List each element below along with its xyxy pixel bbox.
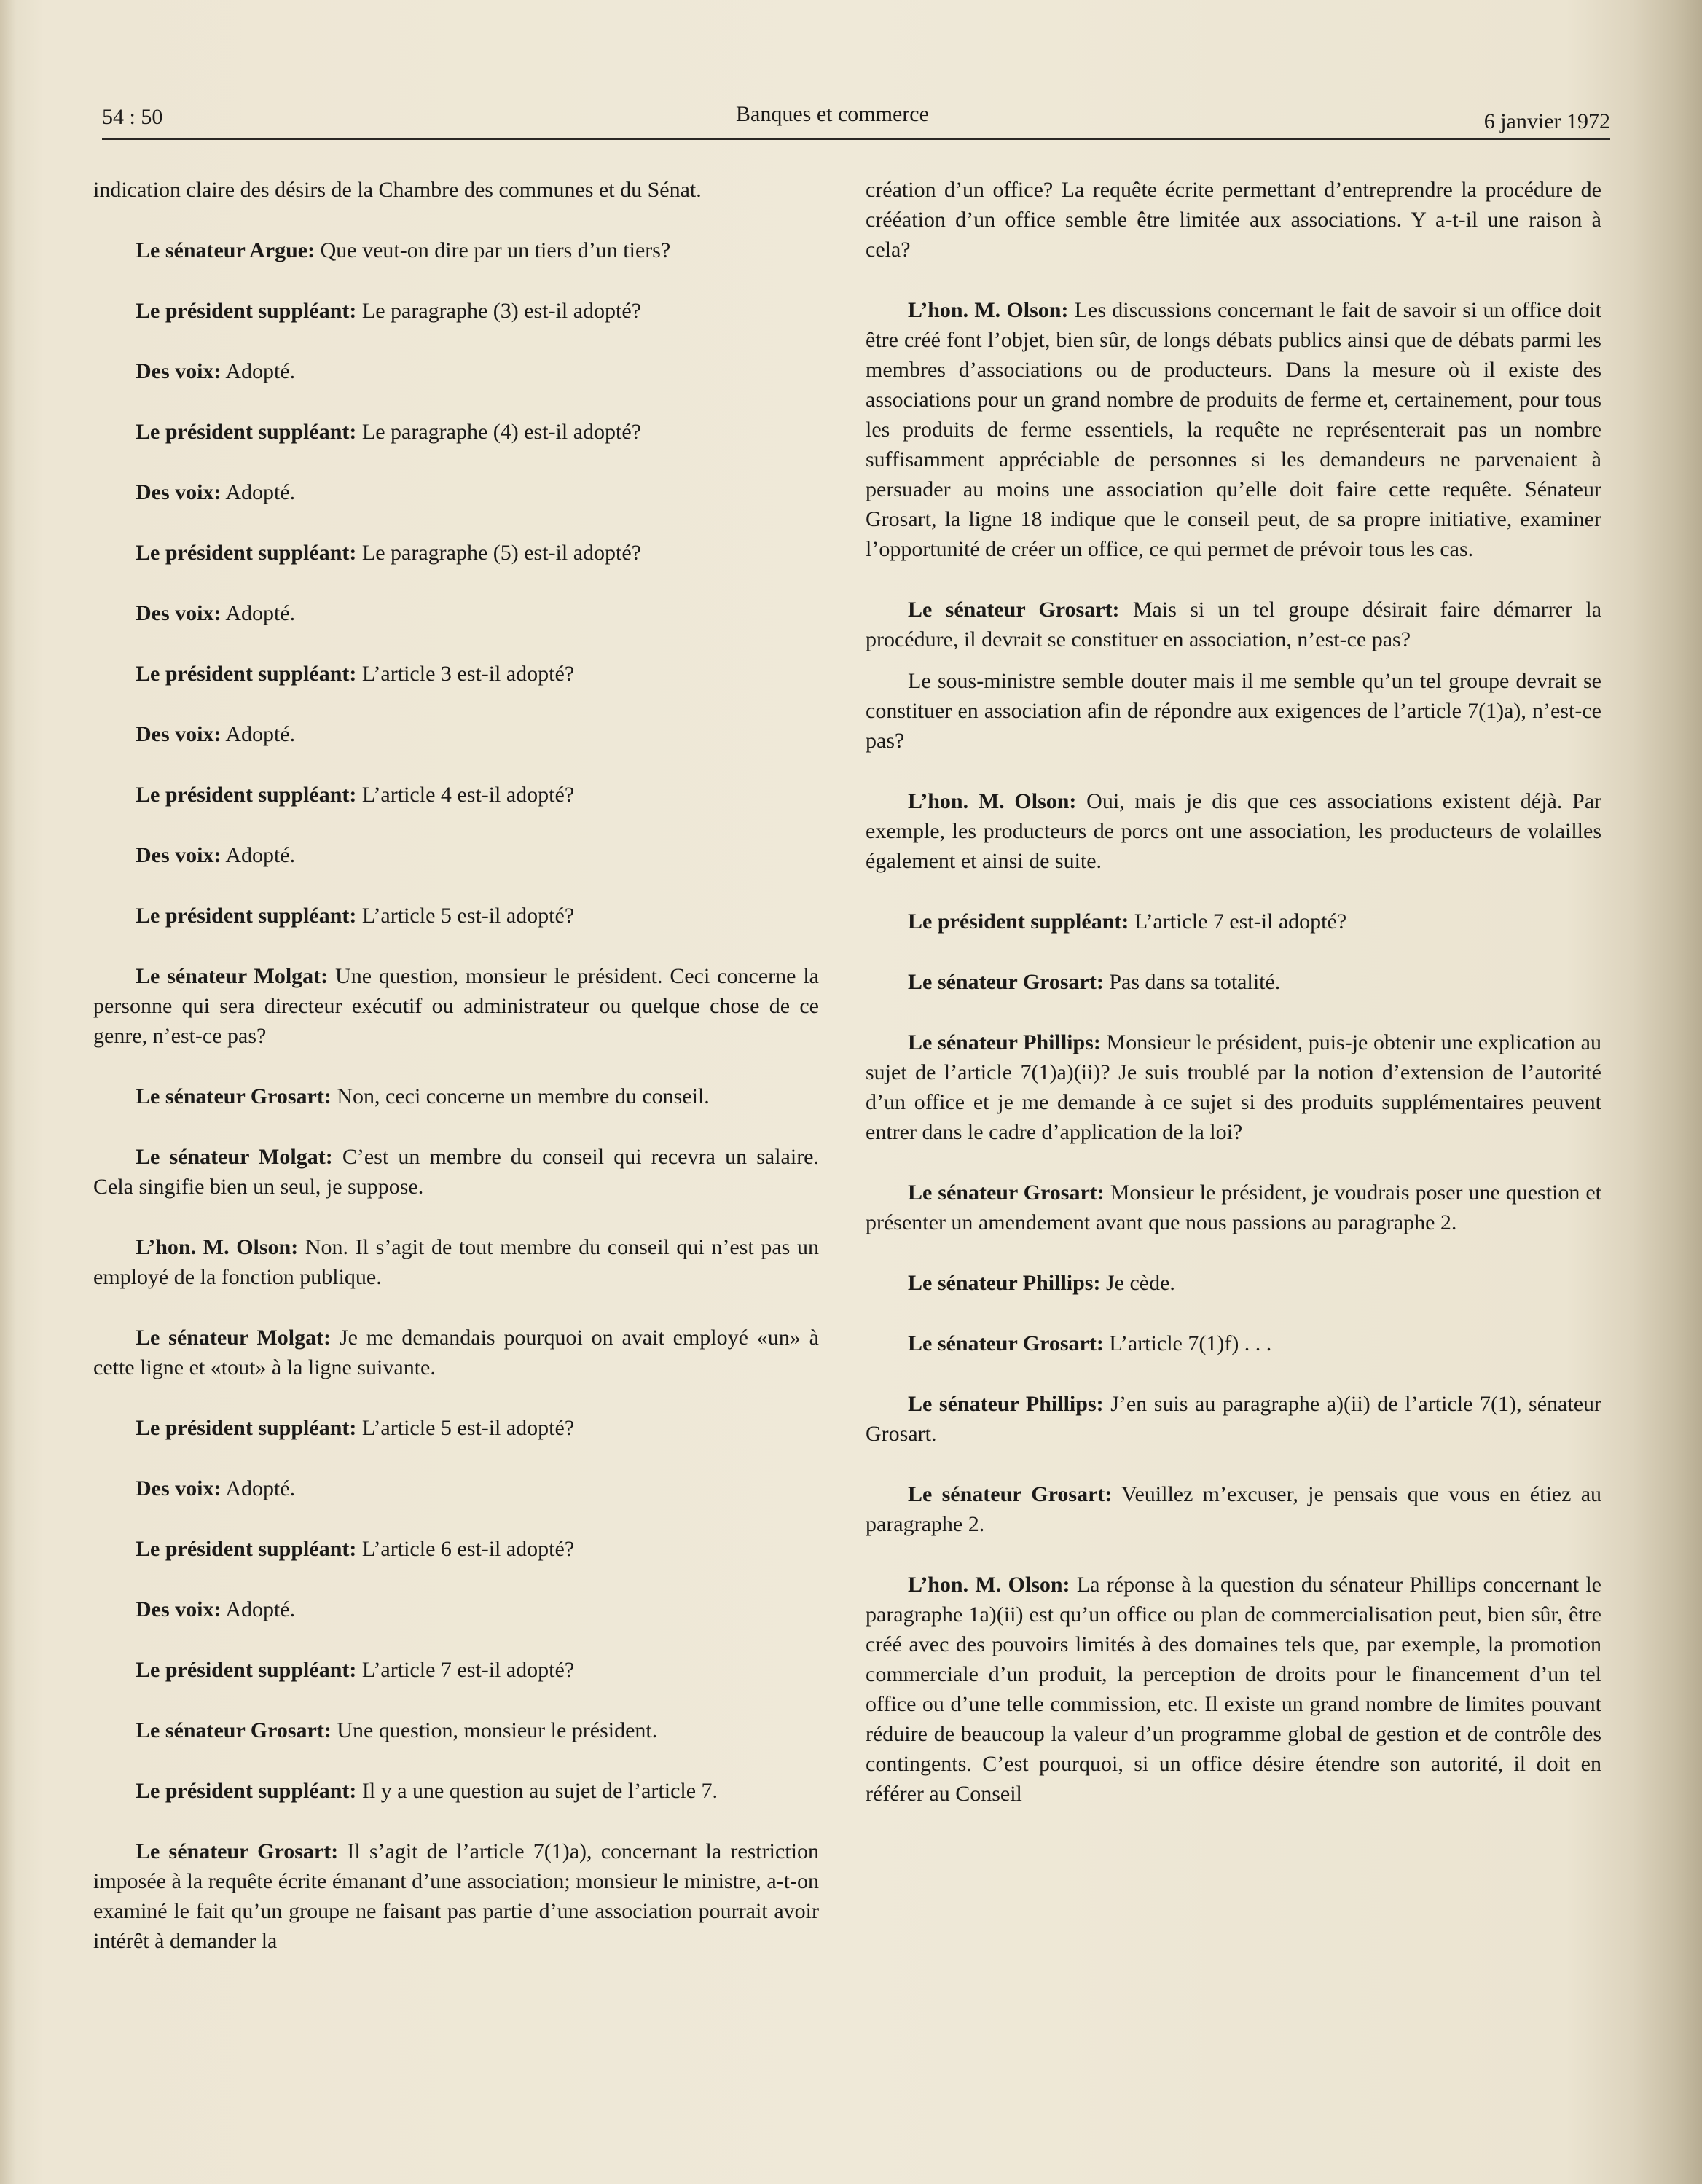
- speaker: Le sénateur Grosart:: [136, 1084, 332, 1108]
- speaker: Le sénateur Phillips:: [908, 1392, 1104, 1416]
- speech: L’article 7 est-il adopté?: [1129, 909, 1347, 934]
- speaker: Le président suppléant:: [136, 1658, 357, 1682]
- paragraph: [866, 666, 1601, 756]
- speaker: L’hon. M. Olson:: [908, 1573, 1070, 1597]
- speech: Adopté.: [221, 359, 296, 383]
- paragraph: [93, 1323, 819, 1382]
- speech: Le paragraphe (3) est-il adopté?: [356, 299, 642, 323]
- speaker: Des voix:: [136, 843, 221, 867]
- paragraph: [866, 907, 1601, 936]
- speech: Il y a une question au sujet de l’article 7.: [356, 1779, 718, 1803]
- page-number: 54 : 50: [102, 105, 163, 129]
- speech: Que veut-on dire par un tiers d’un tiers?: [315, 238, 671, 262]
- speaker: Le sénateur Molgat:: [136, 1145, 333, 1169]
- speaker: Le sénateur Grosart:: [908, 1331, 1104, 1355]
- paragraph: [93, 235, 819, 265]
- speech: L’article 7 est-il adopté?: [356, 1658, 575, 1682]
- speaker: Le président suppléant:: [136, 1416, 357, 1440]
- speaker: Le président suppléant:: [136, 904, 357, 928]
- speaker: Le président suppléant:: [136, 299, 357, 323]
- speaker: Des voix:: [136, 601, 221, 625]
- speaker: Le président suppléant:: [136, 1779, 357, 1803]
- left-column: [93, 175, 819, 1987]
- paragraph: [93, 1655, 819, 1685]
- paragraph: [93, 1836, 819, 1956]
- paragraph: [93, 1715, 819, 1745]
- speech: Une question, monsieur le président. Ceci concerne la personne qui sera directeur exécutif ou administrateur ou quelque chose de ce genre, n’est-ce pas?: [93, 964, 819, 1048]
- paragraph: [93, 840, 819, 870]
- paragraph: [93, 417, 819, 447]
- speech: Mais si un tel groupe désirait faire démarrer la procédure, il devrait se constituer en association, n’est-ce pas?: [866, 598, 1602, 651]
- speech: Le paragraphe (5) est-il adopté?: [356, 541, 642, 565]
- speech: La réponse à la question du sénateur Phillips concernant le paragraphe 1a)(ii) est qu’un office ou plan de commercialisation peut, bien sûr, être créé avec des pouvoirs limités à des domaines tels que, par exemple, la promotion commerciale d’un produit, la perception de droits pour le financement d’un tel office ou d’une telle commission, etc. Il existe un grand nombre de limites pouvant réduire de beaucoup la valeur d’un programme global de gestion et de contrôle des contingents. C’est pourquoi, si un office désire étendre son autorité, il doit en référer au Conseil: [866, 1573, 1602, 1806]
- paragraph: [93, 1081, 819, 1111]
- speaker: Le sénateur Molgat:: [136, 1326, 332, 1350]
- paragraph: [93, 659, 819, 689]
- speaker: Le sénateur Molgat:: [136, 964, 329, 988]
- speech: Adopté.: [221, 1476, 296, 1500]
- speaker: Des voix:: [136, 480, 221, 504]
- speaker: Le président suppléant:: [136, 662, 357, 686]
- speech: Les discussions concernant le fait de savoir si un office doit être créé font l’objet, bien sûr, de longs débats publics ainsi que de débats parmi les membres d’associations ou de producteurs. Dans la mesure où il existe des associations pour un grand nombre de produits de ferme et, certainement, pour tous les produits de ferme essentiels, la requête ne représenterait pas un nombre suffisamment appréciable de personnes si les demandeurs ne parvenaient à persuader au moins une association qu’elle doit faire cette requête. Sénateur Grosart, la ligne 18 indique que le conseil peut, de sa propre initiative, examiner l’opportunité de créer un office, ce qui permet de prévoir tous les cas.: [866, 298, 1601, 561]
- speech: Le paragraphe (4) est-il adopté?: [356, 420, 642, 444]
- speech: L’article 5 est-il adopté?: [356, 1416, 575, 1440]
- paragraph: [93, 901, 819, 931]
- paragraph: [866, 295, 1601, 564]
- paragraph: [866, 1328, 1601, 1358]
- paragraph: création d’un office? La requête écrite permettant d’entreprendre la procédure de crééation d’un office semble être limitée aux associations. Y a-t-il une raison à cela?: [866, 178, 1601, 262]
- speech: Le sous-ministre semble douter mais il me semble qu’un tel groupe devrait se constituer en association afin de répondre aux exigences de l’article 7(1)a), n’est-ce pas?: [866, 669, 1601, 753]
- paragraph: [93, 1473, 819, 1503]
- paragraph: [93, 1232, 819, 1292]
- paragraph: [93, 1142, 819, 1202]
- running-title: Banques et commerce: [736, 102, 929, 126]
- speaker: Des voix:: [136, 722, 221, 746]
- speaker: Le sénateur Grosart:: [908, 598, 1120, 622]
- speaker: Le président suppléant:: [136, 420, 357, 444]
- paragraph: [866, 786, 1601, 876]
- speech: Adopté.: [221, 480, 296, 504]
- paragraph: [93, 719, 819, 749]
- speech: Je cède.: [1100, 1271, 1175, 1295]
- speaker: L’hon. M. Olson:: [908, 298, 1069, 322]
- speech: Une question, monsieur le président.: [331, 1718, 658, 1742]
- speaker: L’hon. M. Olson:: [908, 789, 1077, 813]
- speech: L’article 5 est-il adopté?: [356, 904, 575, 928]
- speech: Je me demandais pourquoi on avait employé «un» à cette ligne et «tout» à la ligne suivante.: [93, 1326, 819, 1379]
- paragraph: [866, 1268, 1601, 1298]
- paragraph: [93, 296, 819, 326]
- paragraph: indication claire des désirs de la Chambre des communes et du Sénat.: [93, 178, 702, 202]
- paragraph: [93, 477, 819, 507]
- paragraph: [866, 1028, 1601, 1147]
- paragraph: [93, 1413, 819, 1443]
- paragraph: [93, 538, 819, 568]
- speaker: Le sénateur Grosart:: [136, 1718, 332, 1742]
- speaker: Le sénateur Grosart:: [136, 1839, 339, 1863]
- speech: Pas dans sa totalité.: [1103, 970, 1281, 994]
- speech: Adopté.: [221, 1597, 296, 1621]
- speech: Non, ceci concerne un membre du conseil.: [331, 1084, 710, 1108]
- right-column: [866, 175, 1601, 1839]
- speaker: Le sénateur Grosart:: [908, 1181, 1105, 1205]
- speaker: Des voix:: [136, 1476, 221, 1500]
- paragraph: [93, 1594, 819, 1624]
- header-date: 6 janvier 1972: [1483, 109, 1610, 133]
- paragraph: [93, 598, 819, 628]
- paragraph: [93, 356, 819, 386]
- speech: Oui, mais je dis que ces associations existent déjà. Par exemple, les producteurs de porcs ont une association, les producteurs de volailles également et ainsi de suite.: [866, 789, 1602, 873]
- speech: Monsieur le président, je voudrais poser une question et présenter un amendement avant que nous passions au paragraphe 2.: [866, 1181, 1601, 1234]
- paragraph: [93, 780, 819, 810]
- paragraph: [93, 1534, 819, 1564]
- speech: Il s’agit de l’article 7(1)a), concernant la restriction imposée à la requête écrite émanant d’une association; monsieur le ministre, a-t-on examiné le fait qu’un groupe ne faisant pas partie d’une association pourrait avoir intérêt à demander la: [93, 1839, 819, 1953]
- speech: L’article 7(1)f) . . .: [1103, 1331, 1272, 1355]
- speaker: Le sénateur Phillips:: [908, 1271, 1101, 1295]
- paragraph: [866, 1479, 1601, 1539]
- speech: L’article 3 est-il adopté?: [356, 662, 575, 686]
- speech: J’en suis au paragraphe a)(ii) de l’article 7(1), sénateur Grosart.: [866, 1392, 1602, 1446]
- speech: Adopté.: [221, 601, 296, 625]
- speaker: Le président suppléant:: [136, 541, 357, 565]
- speaker: Le sénateur Phillips:: [908, 1030, 1101, 1054]
- speaker: Le sénateur Argue:: [136, 238, 315, 262]
- paragraph: [93, 1776, 819, 1806]
- speech: L’article 6 est-il adopté?: [356, 1537, 575, 1561]
- speaker: Le sénateur Grosart:: [908, 1482, 1113, 1506]
- speaker: Le président suppléant:: [136, 1537, 357, 1561]
- speaker: Des voix:: [136, 1597, 221, 1621]
- speaker: Le président suppléant:: [908, 909, 1129, 934]
- page-header: [102, 102, 1610, 140]
- speech: Veuillez m’excuser, je pensais que vous en étiez au paragraphe 2.: [866, 1482, 1602, 1536]
- speaker: L’hon. M. Olson:: [136, 1235, 299, 1259]
- speaker: Le sénateur Grosart:: [908, 970, 1104, 994]
- speech: Adopté.: [221, 722, 296, 746]
- speaker: Des voix:: [136, 359, 221, 383]
- paragraph: [93, 961, 819, 1051]
- paragraph: [866, 1389, 1601, 1449]
- speech: L’article 4 est-il adopté?: [356, 783, 575, 807]
- paragraph: [866, 967, 1601, 997]
- paragraph: [866, 1178, 1601, 1237]
- paragraph: [866, 595, 1601, 654]
- speech: Adopté.: [221, 843, 296, 867]
- speech: Monsieur le président, puis-je obtenir une explication au sujet de l’article 7(1)a)(ii)? Je suis troublé par la notion d’extension de l’autorité d’un office et je me demande à ce sujet si des produits supplémentaires peuvent entrer dans le cadre d’application de la loi?: [866, 1030, 1601, 1144]
- speaker: Le président suppléant:: [136, 783, 357, 807]
- speech: C’est un membre du conseil qui recevra un salaire. Cela singifie bien un seul, je suppose.: [93, 1145, 819, 1199]
- speech: Non. Il s’agit de tout membre du conseil qui n’est pas un employé de la fonction publique.: [93, 1235, 819, 1289]
- paragraph: [866, 1570, 1601, 1809]
